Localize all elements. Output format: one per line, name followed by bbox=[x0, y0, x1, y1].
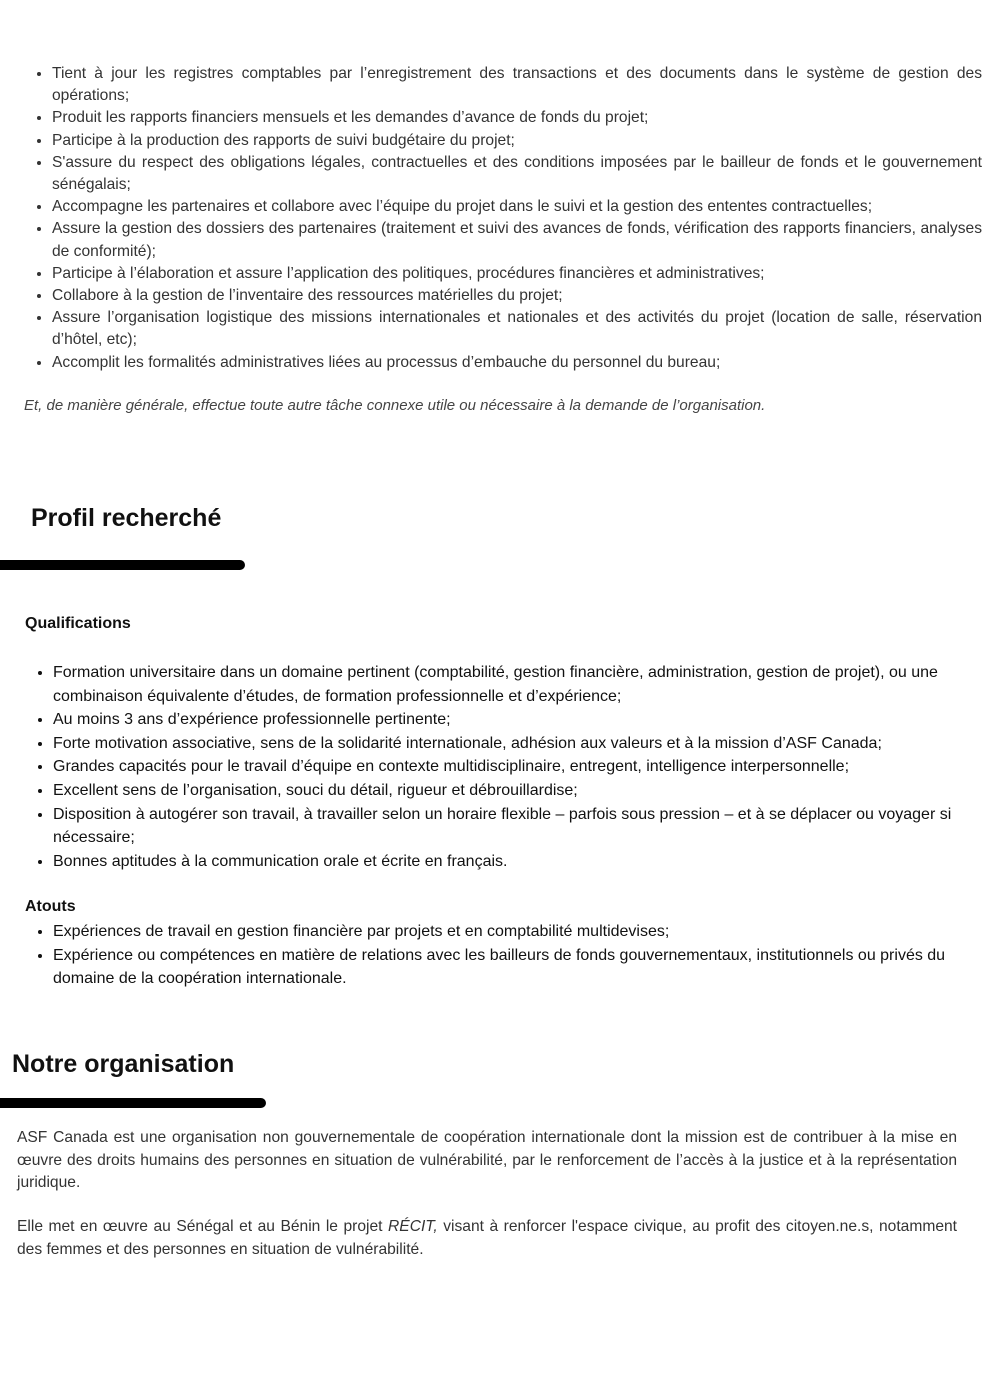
list-item: • Accompagne les partenaires et collabore avec l’équipe du projet dans le suivi et la gestion des ententes contractuelles; bbox=[52, 196, 982, 218]
list-item: • Grandes capacités pour le travail d’équipe en contexte multidisciplinaire, entregent, intelligence interpersonnelle; bbox=[53, 755, 964, 779]
paragraph-text: visant à renforcer l'espace civique, au profit des citoyen.ne.s, notamment des femmes et des personnes en situation de vulnérabilité. bbox=[17, 1218, 957, 1258]
organisation-paragraph bbox=[17, 1216, 957, 1261]
responsibilities-list bbox=[22, 63, 982, 374]
list-item: • Bonnes aptitudes à la communication orale et écrite en français. bbox=[53, 850, 964, 874]
organisation-paragraph: ASF Canada est une organisation non gouvernementale de coopération internationale dont la mission est de contribuer à la mise en œuvre des droits humains des personnes en situation de vulnérabilité, par le renforcement de l’accès à la justice et à la représentation juridique. bbox=[17, 1129, 957, 1191]
list-item: • S'assure du respect des obligations légales, contractuelles et des conditions imposées par le bailleur de fonds et le gouvernement sénégalais; bbox=[52, 152, 982, 196]
section-title-profil: Profil recherché bbox=[31, 504, 222, 532]
list-item: • Tient à jour les registres comptables par l’enregistrement des transactions et des documents dans le système de gestion des opérations; bbox=[52, 63, 982, 107]
list-item: • Collabore à la gestion de l’inventaire des ressources matérielles du projet; bbox=[52, 285, 982, 307]
list-item: • Forte motivation associative, sens de la solidarité internationale, adhésion aux valeurs et à la mission d’ASF Canada; bbox=[53, 732, 964, 756]
list-item: • Disposition à autogérer son travail, à travailler selon un horaire flexible – parfois sous pression – et à se déplacer ou voyager si nécessaire; bbox=[53, 803, 964, 850]
list-item: • Excellent sens de l’organisation, souci du détail, rigueur et débrouillardise; bbox=[53, 779, 964, 803]
qualifications-list bbox=[24, 661, 964, 873]
list-item: • Assure la gestion des dossiers des partenaires (traitement et suivi des avances de fonds, vérification des rapports financiers, analyses de conformité); bbox=[52, 218, 982, 262]
qualifications-heading: Qualifications bbox=[25, 615, 131, 632]
list-item: • Au moins 3 ans d’expérience professionnelle pertinente; bbox=[53, 708, 964, 732]
list-item: • Expériences de travail en gestion financière par projets et en comptabilité multidevises; bbox=[53, 920, 964, 944]
list-item: • Produit les rapports financiers mensuels et les demandes d’avance de fonds du projet; bbox=[52, 107, 982, 129]
list-item: • Participe à l’élaboration et assure l’application des politiques, procédures financières et administratives; bbox=[52, 263, 982, 285]
list-item: • Formation universitaire dans un domaine pertinent (comptabilité, gestion financière, administration, gestion de projet), ou une combinaison équivalente d’études, de formation professionnelle et d’expérience; bbox=[53, 661, 964, 708]
general-note: Et, de manière générale, effectue toute autre tâche connexe utile ou nécessaire à la demande de l’organisation. bbox=[24, 397, 766, 414]
section-underline bbox=[0, 1098, 266, 1108]
section-underline bbox=[0, 560, 245, 570]
list-item: • Assure l’organisation logistique des missions internationales et nationales et des activités du projet (location de salle, réservation d’hôtel, etc); bbox=[52, 307, 982, 351]
section-title-organisation: Notre organisation bbox=[12, 1050, 235, 1078]
atouts-heading: Atouts bbox=[25, 898, 76, 915]
atouts-list bbox=[24, 920, 964, 991]
paragraph-text: Elle met en œuvre au Sénégal et au Bénin le projet bbox=[17, 1218, 389, 1235]
list-item: • Participe à la production des rapports de suivi budgétaire du projet; bbox=[52, 130, 982, 152]
list-item: • Expérience ou compétences en matière de relations avec les bailleurs de fonds gouvernementaux, institutionnels ou privés du domaine de la coopération internationale. bbox=[53, 944, 964, 991]
list-item: • Accomplit les formalités administratives liées au processus d’embauche du personnel du bureau; bbox=[52, 352, 982, 374]
project-name: RÉCIT, bbox=[388, 1218, 438, 1235]
